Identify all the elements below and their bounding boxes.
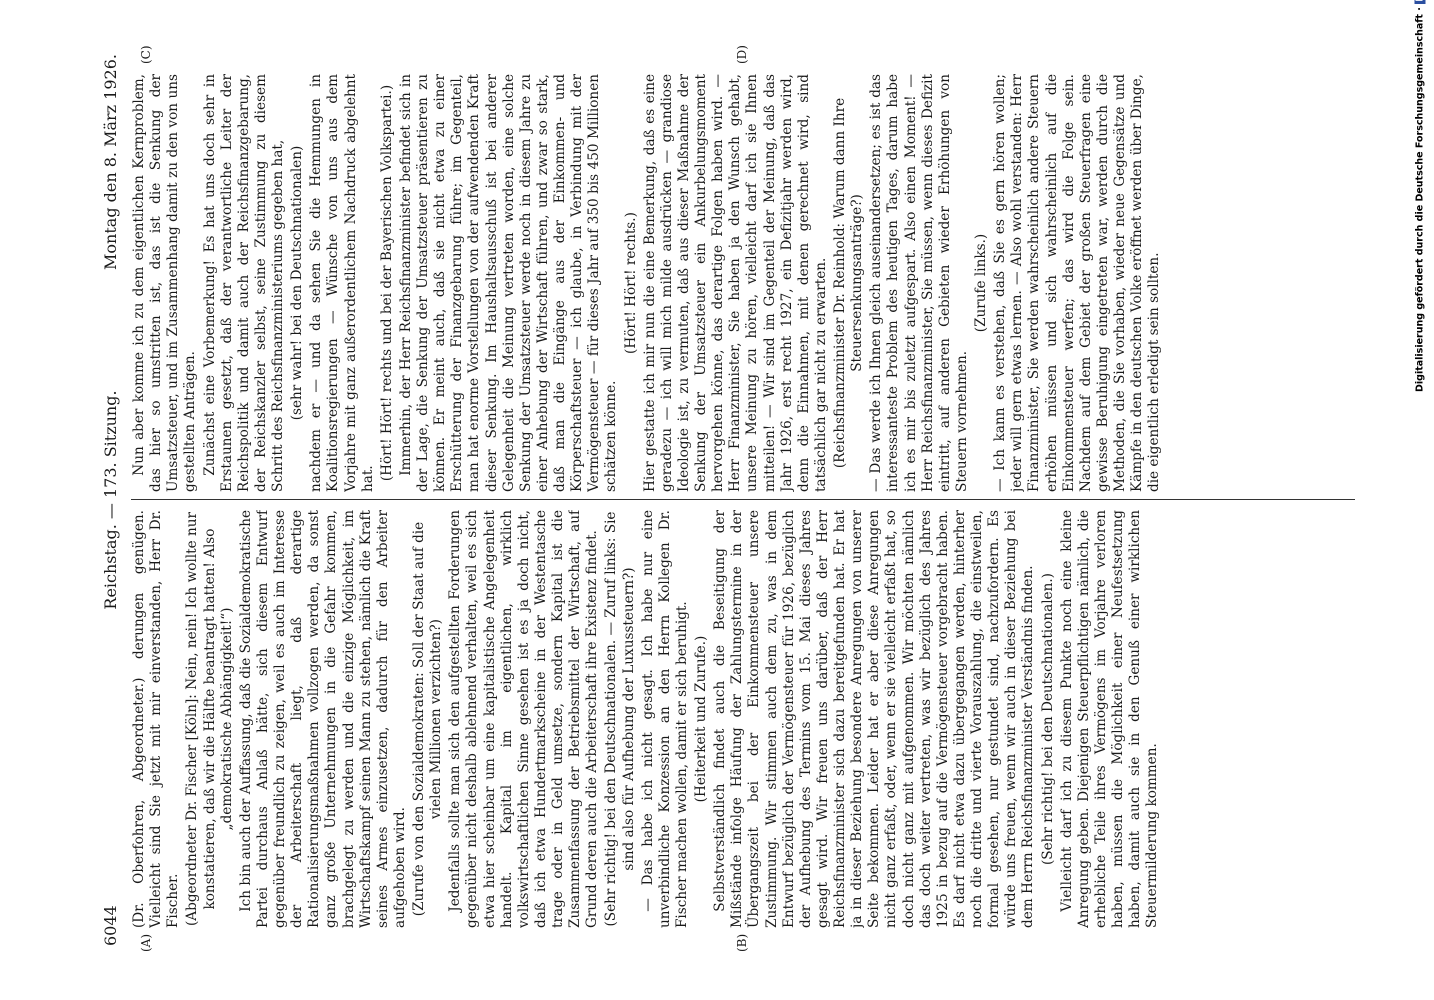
page-header: [95, 50, 121, 950]
interjection: (Abgeordneter Dr. Fischer [Köln]: Nein, nein! Ich wollte nur konstatieren, daß wir die Hälfte beantragt hatten! Also „demokratische Abhängigkeit!“): [184, 512, 235, 926]
interjection: (Zurufe von den Sozialdemokraten: Soll der Staat auf die vielen Millionen verzichten?): [411, 521, 445, 917]
rotated-page: [95, 45, 1355, 952]
interjection: (Reichsfinanzminister Dr. Reinhold: Warum dann Ihre Steuersenkungsanträge?): [832, 97, 866, 469]
digitization-credit: Digitalisierung gefördert durch die Deutsche Forschungsgemeinschaft ·: [1412, 12, 1428, 392]
interjection: (Zurufe links.): [973, 233, 989, 333]
paragraph: Selbstverständlich findet auch die Beseitigung der Mißstände infolge Häufung der Zahlungstermine in der Übergangszeit bei der Einkommensteuer unsere Zustimmung. Wir stimmen auch dem zu, was in dem Entwurf bezüglich der Vermögensteuer für 1926, bezüglich der Aufhebung des Termins vom 15. Mai dieses Jahres gesagt wird. Wir freuen uns darüber, daß der Herr Reichsfinanzminister sich dazu bereitgefunden hat. Er hat ja in dieser Beziehung besondere Anregungen von unserer Seite bekommen. Leider hat er aber diese Anregungen nicht ganz erfaßt, oder, wenn er sie vielleicht erfaßt hat, so doch nicht ganz mit aufgenommen. Wir möchten nämlich das doch weiter vertreten, was wir bezüglich des Jahres 1925 in bezug auf die Vermögensteuer vorgebracht haben. Es darf nicht etwa dazu übergegangen werden, hinterher noch die dritte und vierte Vorauszahlung, die einstweilen, formal gesehen, nur gestundet sind, nachzufordern. Es würde uns freuen, wenn wir auch in dieser Beziehung bei dem Herrn Reichsfinanzminister Verständnis finden.: [712, 510, 1037, 928]
interjection: (Hört! Hört! rechts und bei der Bayerischen Volkspartei.): [378, 84, 395, 482]
paragraph: — Ich kann es verstehen, daß Sie es gern hören wollen; jeder will gern etwas lernen. — Also wohl verstanden: Herr Finanzminister, Sie werden wahrscheinlich andere Steuern erhöhen müssen und sich wahrscheinlich auf die Einkommensteuer werfen; das wird die Folge sein. Nachdem auf dem Gebiet der großen Steuerfragen eine gewisse Beruhigung eingetreten war, werden durch die Methoden, die Sie vorhaben, wieder neue Gegensätze und Kämpfe in den deutschen Volke eröffnet werden über Dinge, die eigentlich erledigt sein sollten.: [992, 74, 1163, 492]
interjection: (sehr wahr! bei den Deutschnationalen): [289, 145, 306, 421]
credit-text: Digitalisierung gefördert durch die Deutsche Forschungsgemeinschaft: [1414, 14, 1426, 392]
paragraph: Jedenfalls sollte man sich den aufgestellten Forderungen gegenüber nicht deshalb ablehnend verhalten, weil es sich etwa hier scheinbar um eine kapitalistische Angelegenheit handelt. Kapital im eigentlichen, wirklich volkswirtschaftlichen Sinne gesehen ist es ja doch nicht, daß ich etwa Hundertmarkscheine in der Westentasche trage oder in Geld umsetze, sondern Kapital ist die Zusammenfassung der Betriebsmittel der Wirtschaft, auf Grund deren auch die Arbeiterschaft ihre Existenz findet.: [447, 510, 601, 928]
right-column: [131, 74, 1355, 492]
paragraph: — Das werde ich Ihnen gleich auseinandersetzen; es ist das interessanteste Problem des heutigen Tages, darum habe ich es mir bis zuletzt aufgespart. Also einen Moment! — Herr Reichsfinanzminister, Sie müssen, wenn dieses Defizit eintritt, auf anderen Gebieten wieder Erhöhungen von Steuern vornehmen.: [868, 74, 970, 492]
dfg-logo-text: [1415, 0, 1426, 4]
paragraph: nachdem er — und da sehen Sie die Hemmungen in Koalitionsregierungen — Wünsche von uns aus dem Vorjahre mit ganz außerordentlichem Nachdruck abgelehnt hat.: [308, 74, 376, 492]
margin-mark-c: (C): [139, 45, 153, 64]
paragraph: Immerhin, der Herr Reichsfinanzminister befindet sich in der Lage, die Senkung der Umsatzsteuer präsentieren zu können. Er meint auch, daß sie nicht etwa zu einer Erschütterung der Finanzgebarung führe; im Gegenteil, man hat enorme Vorstellungen von der aufwendenden Kraft dieser Senkung. Im Haushaltsausschuß ist bei anderer Gelegenheit die Meinung vertreten worden, eine solche Senkung der Umsatzsteuer werde noch in diesem Jahre zu einer Anhebung der Wirtschaft führen, und zwar so stark, daß man die Eingänge aus der Einkommen- und Körperschaftsteuer — ich glaube, in Verbindung mit der Vermögensteuer — für dieses Jahr auf 350 bis 450 Millionen schätzen könne.: [397, 74, 620, 492]
session-title: Reichstag. — 173. Sitzung.: [100, 390, 120, 610]
paragraph: — Das habe ich nicht gesagt. Ich habe nur eine unverbindliche Konzession an den Herrn Kollegen Dr. Fischer machen wollen, damit er sich beruhigt.: [639, 510, 690, 928]
paragraph: (Dr. Oberfohren, Abgeordneter.) derungen genügen. Vielleicht sind Sie jetzt mit mir einverstanden, Herr Dr. Fischer.: [131, 510, 182, 928]
left-column: [131, 510, 1355, 928]
page-date: Montag den 8. März 1926.: [100, 54, 120, 270]
paragraph: Zunächst eine Vorbemerkung! Es hat uns doch sehr in Erstaunen gesetzt, daß der verantwortliche Leiter der Reichspolitik und damit auch der Reichsfinanzgebarung, der Reichskanzler selbst, seine Zustimmung zu diesem Schritt des Reichsfinanzministeriums gegeben hat,: [201, 74, 286, 492]
paragraph: Ich bin auch der Auffassung, daß die Sozialdemokratische Partei durchaus Anlaß hätte, sich diesem Entwurf gegenüber freundlich zu zeigen, weil es auch im Interesse der Arbeiterschaft liegt, daß derartige Rationalisierungsmaßnahmen vollzogen werden, da sonst ganz große Unternehmungen in die Gefahr kommen, brachgelegt zu werden und die einzige Möglichkeit, im Wirtschaftskampf seinen Mann zu stehen, nämlich die Kraft seines Armes einzusetzen, dadurch für den Arbeiter aufgehoben wird.: [237, 510, 408, 928]
interjection: (Heiterkeit und Zurufe.): [693, 635, 709, 803]
paragraph: Hier gestatte ich mir nun die eine Bemerkung, daß es eine geradezu — ich will mich milde ausdrücken — grandiose Ideologie ist, zu vermuten, daß aus dieser Maßnahme der Senkung der Umsatzsteuer ein Ankurbelungsmoment hervorgehen könne, das derartige Folgen haben wird. — Herr Finanzminister, Sie haben ja den Wunsch gehabt, unsere Meinung zu hören, vielleicht darf ich sie Ihnen mitteilen! — Wir sind im Gegenteil der Meinung, daß das Jahr 1926, erst recht 1927, ein Defizitjahr werden wird, denn die Einnahmen, mit denen gerechnet wird, sind tatsächlich gar nicht zu erwarten.: [641, 74, 829, 492]
margin-mark-a: (A): [139, 933, 153, 952]
page-number: 6044: [100, 905, 120, 946]
column-divider: [131, 499, 1355, 500]
interjection: (Sehr richtig! bei den Deutschnationalen. — Zuruf links: Sie sind also für Aufhebung der Luxussteuern?): [603, 511, 637, 927]
paragraph: Nun aber komme ich zu dem eigentlichen Kernproblem, das hier so umstritten ist, das ist die Senkung der Umsatzsteuer, und im Zusammenhang damit zu den von uns gestellten Anträgen.: [131, 74, 199, 492]
scanned-page-area: [70, 20, 1380, 980]
margin-mark-b: (B): [735, 933, 749, 952]
paragraph: Vielleicht darf ich zu diesem Punkte noch eine kleine Anregung geben. Diejenigen Steuerpflichtigen nämlich, die erhebliche Teile ihres Vermögens im Vorjahre verloren haben, müssen die Möglichkeit einer Neufestsetzung haben, damit auch sie in den Genuß einer wirklichen Steuermilderung kommen.: [1058, 510, 1161, 928]
interjection: (Sehr richtig! bei den Deutschnationalen.): [1039, 573, 1056, 865]
margin-mark-d: (D): [735, 45, 749, 64]
interjection: (Hört! Hört! rechts.): [622, 212, 639, 354]
